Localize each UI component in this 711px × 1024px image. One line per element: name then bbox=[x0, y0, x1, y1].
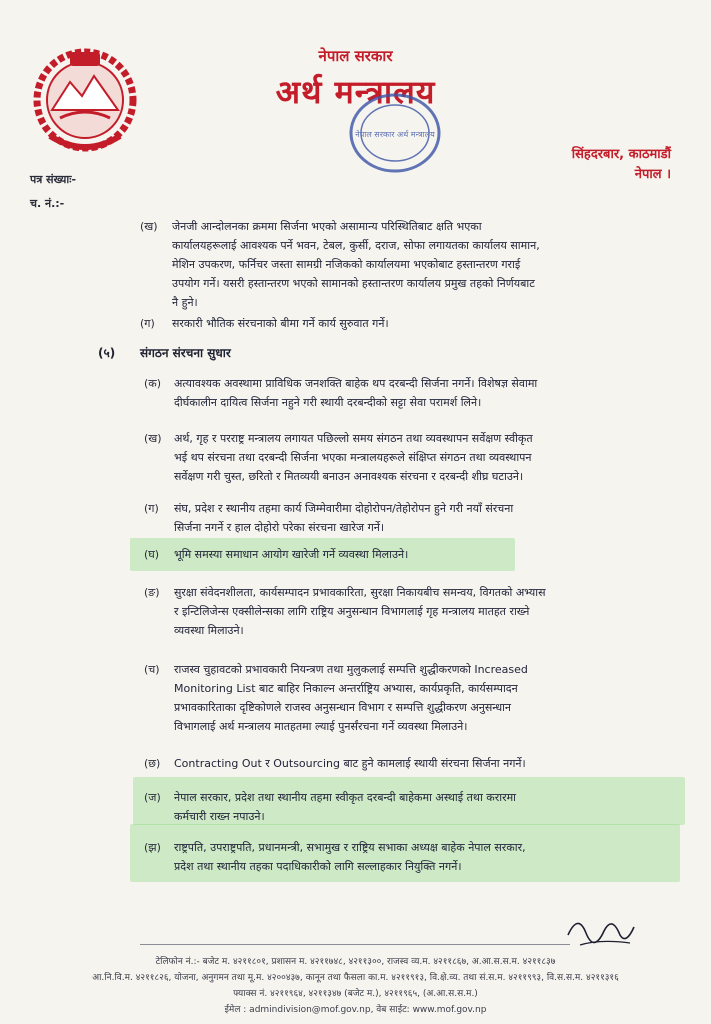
government-title: नेपाल सरकार bbox=[318, 47, 393, 65]
item-text bbox=[174, 374, 692, 412]
item-label: (घ) bbox=[144, 548, 160, 561]
item-text bbox=[174, 545, 692, 564]
item-label: (च) bbox=[144, 663, 160, 676]
text-line: सिर्जना नगर्ने र हाल दोहोरो परेका संरचना खारेज गर्ने। bbox=[174, 521, 385, 534]
text-line: राष्ट्रपति, उपराष्ट्रपति, प्रधानमन्त्री, सभामुख र राष्ट्रिय सभाका अध्यक्ष बाहेक नेपाल सरकार, bbox=[174, 841, 526, 854]
text-line: राजस्व चुहावटको प्रभावकारी नियन्त्रण तथा मुलुकलाई सम्पत्ति शुद्धीकरणको Increased bbox=[174, 663, 528, 676]
signature-icon bbox=[560, 905, 640, 955]
stamp-text: नेपाल सरकार अर्थ मन्त्रालय bbox=[355, 130, 435, 139]
text-line: संघ, प्रदेश र स्थानीय तहमा कार्य जिम्मेवारीमा दोहोरोपन/तेहोरोपन हुने गरी नयाँ संरचना bbox=[174, 502, 514, 515]
item-text bbox=[174, 499, 692, 537]
footer-contact-line: ईमेल : admindivision@mof.gov.np, वेब साईट: www.mof.gov.np bbox=[224, 1005, 487, 1015]
text-line: सरकारी भौतिक संरचनाको बीमा गर्ने कार्य सुरुवात गर्ने। bbox=[172, 317, 389, 330]
footer-phone-line: टेलिफोन नं.:- बजेट म. ४२११८०१, प्रशासन म. ४२११७४८, ४२११३००, राजस्व व्य.म. ४२११८६७, अ.आ.स.स.म. ४२११८३७ bbox=[155, 957, 556, 967]
text-line: अत्यावश्यक अवस्थामा प्राविधिक जनशक्ति बाहेक थप दरबन्दी सिर्जना नगर्ने। विशेषज्ञ सेवामा bbox=[174, 377, 538, 390]
address-line-2: नेपाल । bbox=[634, 167, 671, 182]
text-line: व्यवस्था मिलाउने। bbox=[174, 624, 244, 637]
text-line: नेपाल सरकार, प्रदेश तथा स्थानीय तहमा स्वीकृत दरबन्दी बाहेकमा अस्थाई तथा करारमा bbox=[174, 791, 517, 804]
text-line: भई थप संरचना तथा दरबन्दी सिर्जना भएका मन्त्रालयहरूले संक्षिप्त संगठन तथा व्यवस्थापन bbox=[174, 451, 532, 464]
item-text bbox=[174, 788, 684, 826]
item-text bbox=[174, 429, 692, 486]
office-address bbox=[572, 145, 671, 185]
text-line: दीर्घकालीन दायित्व सिर्जना नहुने गरी स्थायी दरबन्दीको सट्टा सेवा परामर्श लिने। bbox=[174, 396, 482, 409]
dispatch-number-label: च. नं.:- bbox=[30, 197, 65, 210]
text-line: विभागलाई अर्थ मन्त्रालय मातहतमा ल्याई पुनर्संरचना गर्ने व्यवस्था मिलाउने। bbox=[174, 720, 468, 733]
text-line: कार्यालयहरूलाई आवश्यक पर्ने भवन, टेबल, कुर्सी, दराज, सोफा लगायतका कार्यालय सामान, bbox=[172, 239, 540, 252]
footer-phone-line-2: आ.नि.वि.म. ४२११८२६, योजना, अनुगमन तथा मू.म. ४२००४३७, कानून तथा फैसला का.म. ४२११९१३, वि.क्षे.व्य. तथा सं.स.म. ४२११९९३, वि.स.स.म. ४२११३१६ bbox=[92, 973, 619, 983]
item-text bbox=[172, 314, 692, 333]
text-line: र इन्टिलिजेन्स एक्सीलेन्सका लागि राष्ट्रिय अनुसन्धान विभागलाई गृह मन्त्रालय मातहत राख्ने bbox=[174, 605, 530, 618]
footer-fax-line: फ्याक्स नं. ४२११९६४, ४२११३४७ (बजेट म.), ४२११९६५, (अ.आ.स.स.म.) bbox=[233, 989, 478, 999]
text-line: अर्थ, गृह र परराष्ट्र मन्त्रालय लगायत पछिल्लो समय संगठन तथा व्यवस्थापन सर्वेक्षण स्वीकृत bbox=[174, 432, 533, 445]
item-label: (झ) bbox=[144, 841, 161, 854]
item-label: (ज) bbox=[144, 791, 161, 804]
text-line: मेशिन उपकरण, फर्निचर जस्ता सामग्री नजिकको कार्यालयमा भएकोबाट हस्तान्तरण गराई bbox=[172, 258, 521, 271]
item-text bbox=[174, 660, 692, 736]
ministry-stamp-icon bbox=[345, 88, 445, 178]
text-line: सुरक्षा संवेदनशीलता, कार्यसम्पादन प्रभावकारिता, सुरक्षा निकायबीच समन्वय, विगतको अभ्यास bbox=[174, 586, 546, 599]
text-line: भूमि समस्या समाधान आयोग खारेजी गर्ने व्यवस्था मिलाउने। bbox=[174, 548, 409, 561]
item-label: (ग) bbox=[144, 502, 159, 515]
item-label: (क) bbox=[144, 377, 162, 390]
text-line: Monitoring List बाट बाहिर निकाल्न अन्तर्राष्ट्रिय अभ्यास, कार्यप्रकृति, कार्यसम्पादन bbox=[174, 682, 518, 695]
item-label: (छ) bbox=[144, 757, 161, 770]
address-line-1: सिंहदरबार, काठमाडौं bbox=[571, 147, 671, 162]
item-text bbox=[172, 217, 692, 312]
item-label: (ग) bbox=[140, 317, 155, 330]
text-line: उपयोग गर्ने। यसरी हस्तान्तरण भएको सामानको हस्तान्तरण कार्यालय प्रमुख तहको निर्णयबाट bbox=[172, 277, 535, 290]
item-label: (ख) bbox=[140, 220, 158, 233]
text-line: सर्वेक्षण गरी चुस्त, छरितो र मितव्ययी बनाउन अनावश्यक संरचना र दरबन्दी शीघ्र घटाउने। bbox=[174, 470, 524, 483]
footer-divider bbox=[140, 944, 570, 945]
section-title: संगठन संरचना सुधार bbox=[140, 346, 231, 360]
letter-number-label: पत्र संख्याः- bbox=[30, 173, 77, 186]
item-text bbox=[174, 838, 679, 876]
item-label: (ङ) bbox=[144, 586, 160, 599]
text-line: प्रदेश तथा स्थानीय तहका पदाधिकारीको लागि सल्लाहकार नियुक्ति नगर्ने। bbox=[174, 860, 462, 873]
text-line: जेनजी आन्दोलनका क्रममा सिर्जना भएको असामान्य परिस्थितिबाट क्षति भएका bbox=[172, 220, 482, 233]
item-label: (ख) bbox=[144, 432, 162, 445]
text-line: Contracting Out र Outsourcing बाट हुने कामलाई स्थायी संरचना सिर्जना नगर्ने। bbox=[174, 757, 526, 770]
ministry-title: अर्थ मन्त्रालय bbox=[275, 73, 436, 111]
text-line: नै हुने। bbox=[172, 296, 198, 309]
text-line: कर्मचारी राख्न नपाउने। bbox=[174, 810, 265, 823]
section-number: (५) bbox=[98, 346, 116, 360]
item-text bbox=[174, 583, 692, 640]
item-text bbox=[174, 754, 692, 773]
text-line: प्रभावकारिताका दृष्टिकोणले राजस्व अनुसन्धान विभाग र सम्पत्ति शुद्धीकरण अनुसन्धान bbox=[174, 701, 512, 714]
